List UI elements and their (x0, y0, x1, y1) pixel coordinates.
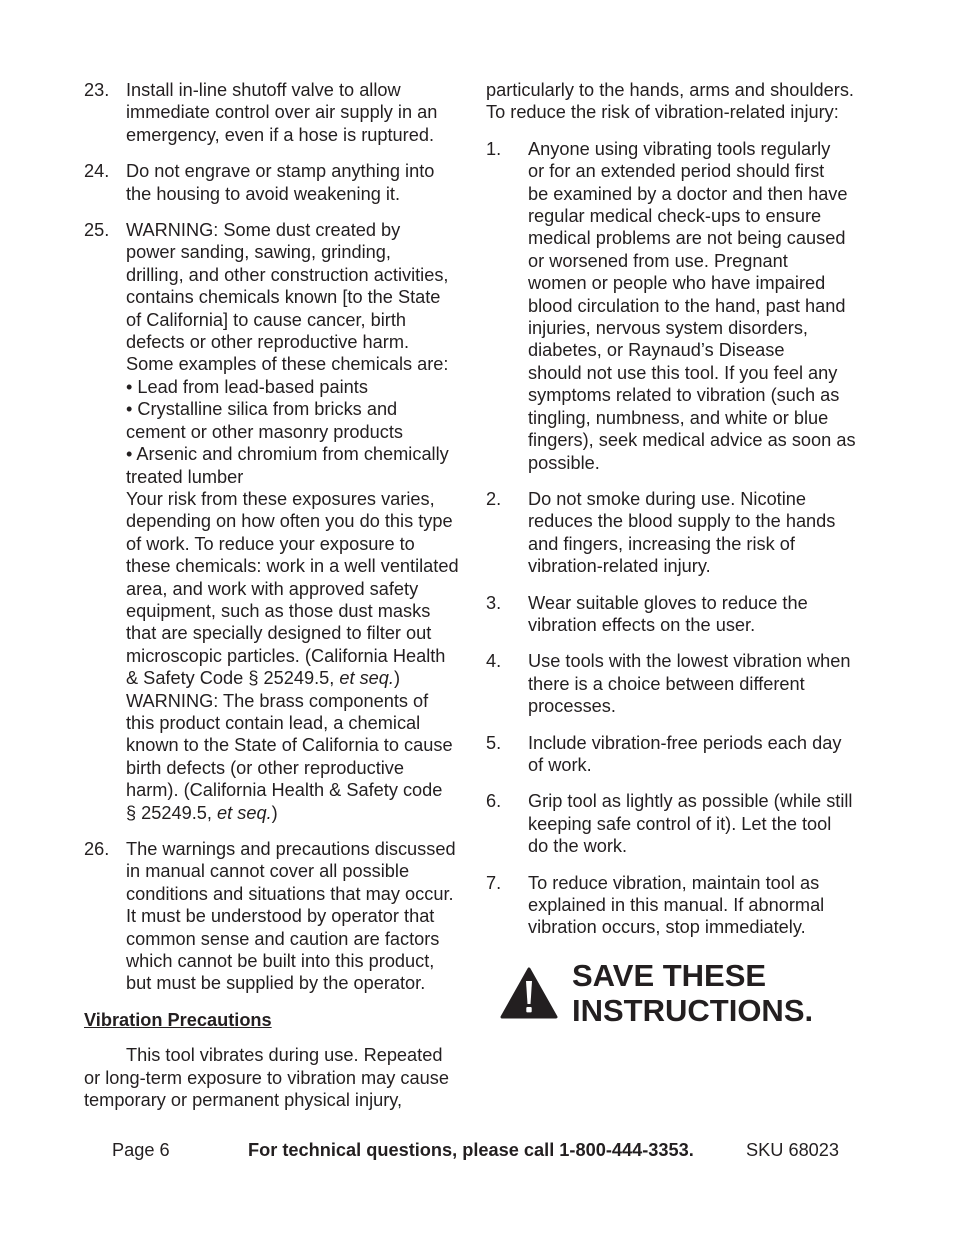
text-line: immediate control over air supply in an (126, 102, 438, 123)
text-line: contains chemicals known [to the State (126, 287, 441, 308)
text-run: & Safety Code § 25249.5, (126, 668, 340, 689)
text-line: Grip tool as lightly as possible (while still (528, 791, 853, 812)
warning-triangle-icon (500, 967, 558, 1019)
text-line: tingling, numbness, and white or blue (528, 407, 829, 428)
text-line: treated lumber (126, 466, 244, 487)
list-item (486, 592, 871, 637)
list-item (84, 219, 474, 824)
text-line: which cannot be built into this product, (126, 951, 435, 972)
text-line: • Arsenic and chromium from chemically (126, 444, 449, 465)
text-line: keeping safe control of it). Let the tool (528, 813, 832, 834)
text-line: Install in-line shutoff valve to allow (126, 80, 401, 100)
right-item-list (486, 138, 871, 939)
list-item-number: 3. (486, 592, 502, 613)
vibration-intro-continued (486, 79, 871, 124)
text-line: possible. (528, 452, 600, 473)
text-line: known to the State of California to cause (126, 735, 453, 756)
list-item (486, 790, 871, 857)
list-item-number: 1. (486, 138, 502, 159)
list-item (486, 650, 871, 717)
text-line: there is a choice between different (528, 673, 805, 694)
text-line: women or people who have impaired (528, 273, 826, 294)
text-run: ) (271, 802, 278, 823)
text-line: equipment, such as those dust masks (126, 600, 431, 621)
text-line: or long-term exposure to vibration may cause (84, 1067, 449, 1088)
list-item-number: 4. (486, 651, 502, 672)
page-number: Page 6 (112, 1140, 170, 1160)
text-line: Use tools with the lowest vibration when (528, 651, 851, 672)
text-line: temporary or permanent physical injury, (84, 1090, 403, 1111)
text-line: medical problems are not being caused (528, 228, 846, 249)
list-item-number: 6. (486, 791, 502, 812)
list-item (84, 838, 474, 995)
text-line: To reduce vibration, maintain tool as (528, 872, 820, 893)
sku-label: SKU 68023 (746, 1140, 840, 1160)
list-item (486, 872, 871, 939)
list-item-text (126, 219, 474, 824)
text-line: This tool vibrates during use. Repeated (126, 1045, 443, 1066)
text-line: vibration effects on the user. (528, 614, 756, 635)
text-line: injuries, nervous system disorders, (528, 318, 808, 339)
text-line: and fingers, increasing the risk of (528, 533, 795, 554)
list-item-number: 24. (84, 161, 110, 182)
list-item-number: 2. (486, 488, 502, 509)
text-line: birth defects (or other reproductive (126, 757, 404, 778)
text-line: symptoms related to vibration (such as (528, 385, 840, 406)
save-instructions-block (486, 955, 871, 1028)
list-item-number: 25. (84, 220, 110, 241)
save-instructions-title (572, 958, 813, 1028)
text-line: of work. (528, 754, 592, 775)
text-line: depending on how often you do this type (126, 511, 453, 532)
text-line: Do not smoke during use. Nicotine (528, 488, 807, 509)
text-line: Do not engrave or stamp anything into (126, 161, 435, 182)
text-run: § 25249.5, (126, 802, 218, 823)
text-run: ) (393, 668, 401, 689)
text-line: common sense and caution are factors (126, 928, 440, 949)
list-item-text (528, 732, 871, 777)
text-line: or for an extended period should first (528, 161, 825, 182)
list-item-number: 5. (486, 732, 502, 753)
text-line: conditions and situations that may occur. (126, 883, 454, 904)
text-line: or worsened from use. Pregnant (528, 250, 788, 271)
text-line: WARNING: Some dust created by (126, 220, 401, 241)
italic-text-run: et seq. (339, 668, 394, 689)
list-item (486, 732, 871, 777)
text-line: area, and work with approved safety (126, 578, 419, 599)
text-line: be examined by a doctor and then have (528, 183, 848, 204)
text-line: of work. To reduce your exposure to (126, 533, 415, 554)
list-item-text (126, 838, 474, 995)
text-line: cement or other masonry products (126, 421, 403, 442)
save-title-line: INSTRUCTIONS. (572, 992, 814, 1028)
text-line: processes. (528, 696, 616, 717)
text-line: power sanding, sawing, grinding, (126, 242, 391, 263)
list-item-text (126, 160, 474, 205)
text-line: Wear suitable gloves to reduce the (528, 592, 808, 613)
text-line: do the work. (528, 836, 628, 857)
list-item-text (528, 592, 871, 637)
text-line: To reduce the risk of vibration-related injury: (486, 102, 839, 123)
text-line: vibration occurs, stop immediately. (528, 917, 806, 938)
list-item-text (528, 790, 871, 857)
text-line: blood circulation to the hand, past hand (528, 295, 846, 316)
save-title-line: SAVE THESE (572, 957, 767, 993)
list-item-text (528, 138, 871, 474)
left-item-list (84, 79, 474, 995)
left-column (84, 79, 474, 1111)
text-line: this product contain lead, a chemical (126, 712, 421, 733)
text-line: regular medical check-ups to ensure (528, 206, 822, 227)
list-item-text (528, 650, 871, 717)
list-item (486, 138, 871, 474)
list-item (84, 79, 474, 146)
text-line: fingers), seek medical advice as soon as (528, 430, 856, 451)
vibration-intro (84, 1044, 474, 1111)
text-line: • Lead from lead-based paints (126, 376, 368, 397)
text-line: particularly to the hands, arms and shoulders. (486, 80, 854, 100)
text-line: in manual cannot cover all possible (126, 861, 410, 882)
list-item-text (528, 488, 871, 578)
right-column (486, 79, 871, 1028)
text-line: emergency, even if a hose is ruptured. (126, 124, 435, 145)
text-line: Some examples of these chemicals are: (126, 354, 449, 375)
text-line: It must be understood by operator that (126, 906, 435, 927)
text-line: harm). (California Health & Safety code (126, 780, 443, 801)
list-item-number: 23. (84, 80, 110, 100)
vibration-heading: Vibration Precautions (84, 1009, 272, 1030)
text-line: Your risk from these exposures varies, (126, 488, 435, 509)
text-line: vibration-related injury. (528, 556, 711, 577)
text-line: Anyone using vibrating tools regularly (528, 138, 831, 159)
italic-text-run: et seq. (217, 802, 272, 823)
text-line: defects or other reproductive harm. (126, 332, 410, 353)
text-line: The warnings and precautions discussed (126, 839, 456, 859)
text-line (126, 667, 474, 689)
text-line: should not use this tool. If you feel any (528, 362, 838, 383)
text-line: but must be supplied by the operator. (126, 973, 426, 994)
list-item-number: 7. (486, 872, 502, 893)
list-item-text (126, 79, 474, 146)
text-line: • Crystalline silica from bricks and (126, 399, 398, 420)
text-line: Include vibration-free periods each day (528, 732, 842, 753)
text-line: the housing to avoid weakening it. (126, 183, 401, 204)
list-item (486, 488, 871, 578)
text-line: drilling, and other construction activities, (126, 264, 449, 285)
text-line: reduces the blood supply to the hands (528, 511, 836, 532)
text-line: these chemicals: work in a well ventilated (126, 556, 459, 577)
text-line: of California] to cause cancer, birth (126, 309, 407, 330)
list-item-text (528, 872, 871, 939)
text-line (126, 802, 474, 824)
tech-support-line: For technical questions, please call 1-800-444-3353. (248, 1140, 694, 1160)
text-line: that are specially designed to filter out (126, 623, 432, 644)
list-item-number: 26. (84, 839, 110, 859)
text-line: microscopic particles. (California Health (126, 645, 446, 666)
text-line: diabetes, or Raynaud’s Disease (528, 340, 785, 361)
text-line: explained in this manual. If abnormal (528, 895, 825, 915)
page-footer (0, 1139, 954, 1163)
text-line: WARNING: The brass components of (126, 690, 429, 711)
list-item (84, 160, 474, 205)
